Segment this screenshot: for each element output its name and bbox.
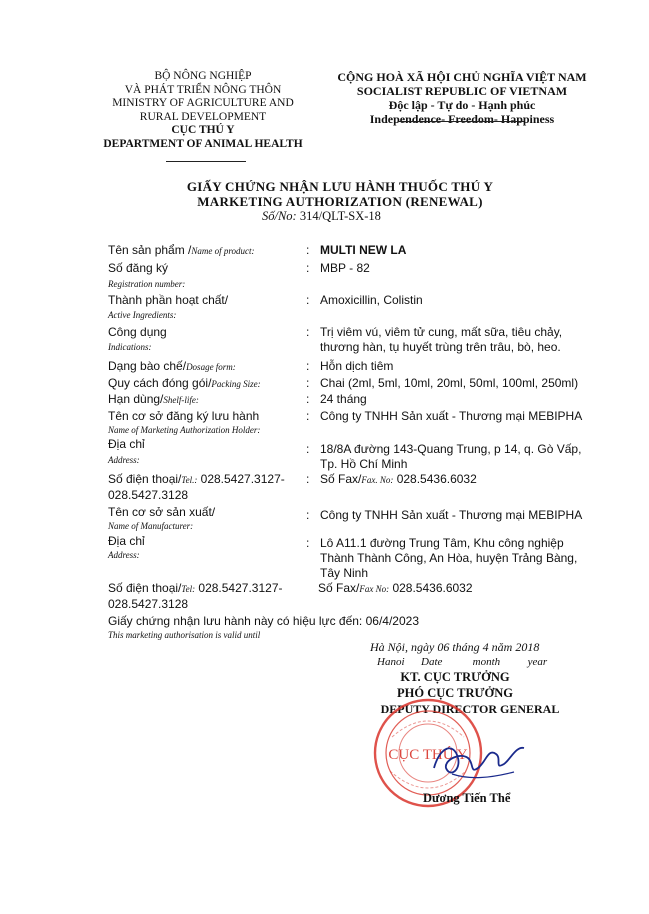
republic-en: SOCIALIST REPUBLIC OF VIETNAM [356,84,568,98]
manufacturer-address-label: Địa chỉ [108,534,145,548]
motto-underline [398,121,524,122]
dosage-value: Hỗn dịch tiêm [320,359,394,373]
ministry-vi-line1: BỘ NÔNG NGHIỆP [154,70,252,82]
ministry-vi-line2: VÀ PHÁT TRIỂN NÔNG THÔN [124,83,282,96]
manufacturer-label: Tên cơ sở sản xuất/ [108,505,216,519]
colon: : [306,293,310,307]
ingredients-value: Amoxicillin, Colistin [320,293,423,307]
signer-title-en: DEPUTY DIRECTOR GENERAL [380,702,560,716]
department-vi: CỤC THÚ Y [171,124,235,136]
manufacturer-phone-line2: 028.5427.3128 [108,597,189,611]
signer-name: Dương Tiến Thể [423,791,511,805]
ingredients-label: Thành phần hoạt chất/ [108,293,229,307]
ministry-en-line2: RURAL DEVELOPMENT [139,110,267,123]
address-label: Địa chỉ [108,437,145,451]
number-value: 314/QLT-SX-18 [299,209,381,223]
colon: : [306,508,310,522]
indications-label: Công dụng [108,325,167,339]
manufacturer-address-label-en: Address: [108,550,140,560]
ingredients-label-en: Active Ingredients: [108,310,177,320]
product-label: Tên sản phẩm /Name of product: [108,243,255,257]
republic-vi: CỘNG HOÀ XÃ HỘI CHỦ NGHĨA VIỆT NAM [337,70,587,84]
ministry-en-line1: MINISTRY OF AGRICULTURE AND [112,97,294,109]
colon: : [306,536,310,550]
shelf-life-label: Hạn dùng/Shelf-life: [108,392,199,406]
signer-title-1: KT. CỤC TRƯỞNG [400,670,510,684]
address-value-line1: 18/8A đường 143-Quang Trung, p 14, q. Gò Vấp, [320,442,582,456]
indications-value-line2: thương hàn, tụ huyết trùng trên trâu, bò, heo. [320,340,561,354]
issuer-block [96,70,310,151]
packing-value: Chai (2ml, 5ml, 10ml, 20ml, 50ml, 100ml, 250ml) [320,376,579,390]
manufacturer-label-en: Name of Manufacturer: [108,521,194,531]
manufacturer-address-line3: Tây Ninh [320,566,369,580]
colon: : [306,243,310,257]
colon: : [306,376,310,390]
handwritten-signature [430,728,530,790]
holder-label-en: Name of Marketing Authorization Holder: [108,425,261,435]
number-label: Số/No: [262,209,297,223]
validity-label-en: This marketing authorisation is valid until [108,630,261,640]
shelf-life-value: 24 tháng [320,392,367,406]
registration-value: MBP - 82 [320,261,370,275]
colon: : [306,392,310,406]
colon: : [306,261,310,275]
packing-label: Quy cách đóng gói/Packing Size: [108,376,261,390]
colon: : [306,472,310,486]
document-title-vi: GIẤY CHỨNG NHẬN LƯU HÀNH THUỐC THÚ Y [186,179,494,194]
department-en: DEPARTMENT OF ANIMAL HEALTH [103,137,303,150]
svg-text:CỤC THÚ Y: CỤC THÚ Y [388,747,468,763]
colon: : [306,442,310,456]
address-label-en: Address: [108,455,140,465]
motto-en: Independence- Freedom- Happiness [369,112,555,126]
national-heading [322,70,602,126]
registration-label-en: Registration number: [108,279,186,289]
manufacturer-fax-field: Số Fax/Fax No: 028.5436.6032 [318,581,473,595]
indications-label-en: Indications: [108,342,152,352]
registration-label: Số đăng ký [108,261,169,275]
phone-value-line2: 028.5427.3128 [108,488,189,502]
document-number [262,209,381,224]
signing-date-en: Hanoi Date month year [377,656,548,668]
holder-label: Tên cơ sở đăng ký lưu hành [108,409,260,423]
manufacturer-value: Công ty TNHH Sản xuất - Thương mại MEBIPHA [320,508,583,522]
phone-label: Số điện thoại/Tel.: 028.5427.3127- [108,472,285,486]
address-value-line2: Tp. Hồ Chí Minh [320,457,408,471]
signing-date-vi: Hà Nội, ngày 06 tháng 4 năm 2018 [370,640,540,654]
signer-title-2: PHÓ CỤC TRƯỞNG [397,686,513,700]
product-value: MULTI NEW LA [320,243,407,257]
document-title-en: MARKETING AUTHORIZATION (RENEWAL) [197,194,483,209]
indications-value-line1: Trị viêm vú, viêm tử cung, mất sữa, tiêu chảy, [320,325,563,339]
colon: : [306,325,310,339]
holder-value: Công ty TNHH Sản xuất - Thương mại MEBIPHA [320,409,583,423]
motto-vi: Độc lập - Tự do - Hạnh phúc [388,98,536,112]
dosage-label: Dạng bào chế/Dosage form: [108,359,236,373]
colon: : [306,359,310,373]
manufacturer-address-line2: Thành Thành Công, An Hòa, huyện Trảng Bàng, [320,551,578,565]
issuer-underline [166,161,246,162]
manufacturer-phone-label: Số điện thoại/Tel: 028.5427.3127- [108,581,283,595]
manufacturer-address-line1: Lô A11.1 đường Trung Tâm, Khu công nghiệp [320,536,564,550]
fax-field: Số Fax/Fax. No: 028.5436.6032 [320,472,477,486]
colon: : [306,409,310,423]
validity-label: Giấy chứng nhận lưu hành này có hiệu lực đến: 06/4/2023 [108,614,419,628]
